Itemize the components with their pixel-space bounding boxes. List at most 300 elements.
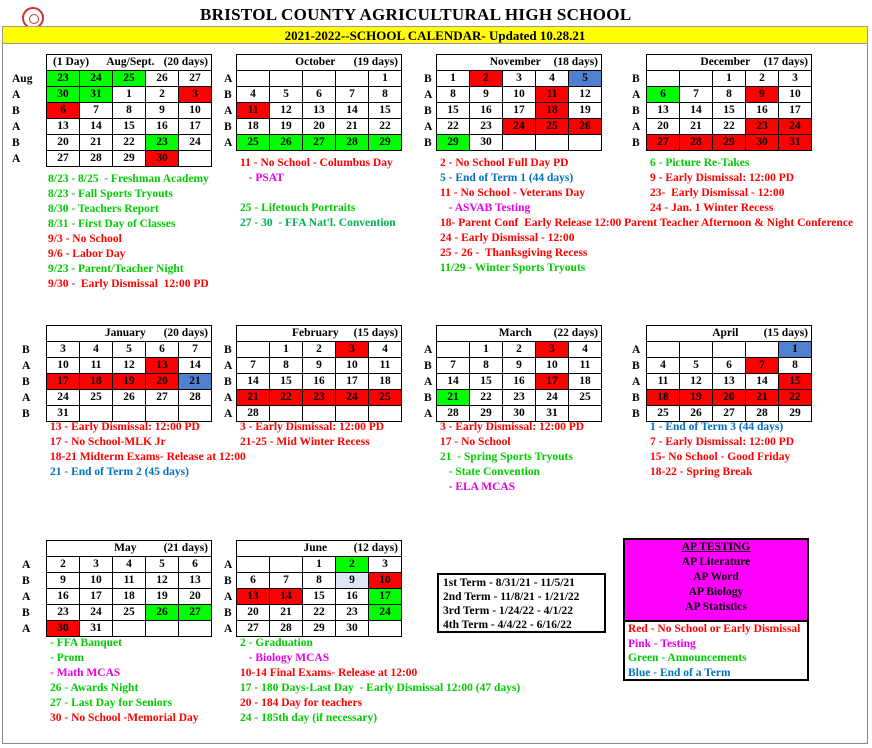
- rotation-day-label: A: [424, 89, 433, 101]
- day-cell: 2: [303, 342, 336, 358]
- rotation-day-label: A: [224, 408, 233, 420]
- calendar-note: 24 - Jan. 1 Winter Recess: [650, 202, 774, 214]
- week-row: [47, 374, 212, 390]
- rotation-day-label: B: [424, 360, 432, 372]
- day-cell: 25: [237, 135, 270, 151]
- day-cell: 2: [470, 71, 503, 87]
- month-name: June: [303, 542, 328, 554]
- day-cell: 10: [536, 358, 569, 374]
- calendar-note: 5 - End of Term 1 (44 days): [440, 172, 574, 184]
- month-calendar-jun: [236, 540, 402, 637]
- month-school-days: (20 days): [163, 56, 208, 68]
- calendar-note: 27 - 30 - FFA Nat'l. Convention: [240, 217, 396, 229]
- term-line: 2nd Term - 11/8/21 - 1/21/22: [443, 591, 580, 603]
- day-cell: 24: [779, 119, 812, 135]
- rotation-day-label: B: [22, 575, 30, 587]
- day-cell: 1: [437, 71, 470, 87]
- calendar-note: 9/6 - Labor Day: [48, 248, 126, 260]
- color-legend: [623, 620, 809, 681]
- day-cell: 5: [680, 358, 713, 374]
- day-cell: 11: [369, 358, 402, 374]
- calendar-note: 24 - Early Dismissal - 12:00: [440, 232, 575, 244]
- rotation-day-label: B: [632, 360, 640, 372]
- day-cell: 23: [47, 71, 80, 87]
- day-cell: 3: [179, 87, 212, 103]
- rotation-day-labels: [424, 71, 432, 151]
- day-cell: 21: [237, 390, 270, 406]
- calendar-note: - PSAT: [240, 172, 284, 184]
- page-title: BRISTOL COUNTY AGRICULTURAL HIGH SCHOOL: [200, 5, 632, 24]
- week-row: [237, 119, 402, 135]
- day-cell: 21: [80, 135, 113, 151]
- rotation-day-label: A: [224, 73, 233, 85]
- day-cell: 18: [569, 374, 602, 390]
- calendar-note: - ELA MCAS: [440, 481, 516, 493]
- title-row: [0, 3, 872, 25]
- day-cell: 18: [536, 103, 569, 119]
- day-cell: 29: [437, 135, 470, 151]
- day-cell: 3: [47, 342, 80, 358]
- empty-day-cell: [437, 342, 470, 358]
- day-cell: 1: [713, 71, 746, 87]
- calendar-note: 21 - End of Term 2 (45 days): [50, 466, 189, 478]
- ap-item: AP Literature: [681, 556, 751, 568]
- rotation-day-label: B: [632, 73, 640, 85]
- calendar-note: 7 - Early Dismissal: 12:00 PD: [650, 436, 795, 448]
- calendar-note: 15- No School - Good Friday: [650, 451, 791, 463]
- week-row: [237, 390, 402, 406]
- day-cell: 4: [569, 342, 602, 358]
- day-cell: 30: [503, 406, 536, 422]
- day-cell: 31: [779, 135, 812, 151]
- day-cell: 27: [146, 390, 179, 406]
- term-line: 1st Term - 8/31/21 - 11/5/21: [443, 577, 575, 589]
- month-calendar-augsep: [46, 54, 212, 167]
- legend-item: Red - No School or Early Dismissal: [628, 623, 801, 635]
- day-cell: 6: [146, 342, 179, 358]
- week-row: [437, 390, 602, 406]
- day-cell: 1: [270, 342, 303, 358]
- day-cell: 4: [647, 358, 680, 374]
- month-school-days: (15 days): [353, 327, 398, 339]
- empty-day-cell: [113, 621, 146, 637]
- calendar-banner: 2021-2022--SCHOOL CALENDAR- Updated 10.28.21: [2, 26, 868, 44]
- day-cell: 7: [237, 358, 270, 374]
- rotation-day-label: B: [424, 73, 432, 85]
- day-cell: 25: [113, 71, 146, 87]
- empty-day-cell: [680, 342, 713, 358]
- day-cell: 4: [80, 342, 113, 358]
- rotation-day-label: A: [224, 559, 233, 571]
- week-row: [47, 87, 212, 103]
- day-cell: 14: [336, 103, 369, 119]
- day-cell: 3: [80, 557, 113, 573]
- day-cell: 5: [146, 557, 179, 573]
- day-cell: 28: [179, 390, 212, 406]
- day-cell: 28: [336, 135, 369, 151]
- day-cell: 20: [647, 119, 680, 135]
- day-cell: 20: [303, 119, 336, 135]
- day-cell: 17: [47, 374, 80, 390]
- rotation-day-label: A: [22, 591, 31, 603]
- day-cell: 5: [569, 71, 602, 87]
- day-cell: 21: [336, 119, 369, 135]
- day-cell: 19: [270, 119, 303, 135]
- day-cell: 6: [303, 87, 336, 103]
- calendar-note: 30 - No School -Memorial Day: [50, 712, 199, 724]
- day-cell: 8: [113, 103, 146, 119]
- day-cell: 9: [303, 358, 336, 374]
- day-cell: 14: [746, 374, 779, 390]
- month-calendar-nov: [436, 54, 602, 151]
- day-cell: 28: [437, 406, 470, 422]
- day-cell: 1: [470, 342, 503, 358]
- week-row: [47, 390, 212, 406]
- week-row: [237, 87, 402, 103]
- day-cell: 14: [237, 374, 270, 390]
- empty-day-cell: [503, 135, 536, 151]
- rotation-day-label: A: [224, 360, 233, 372]
- week-row: [237, 374, 402, 390]
- day-cell: 6: [237, 573, 270, 589]
- day-cell: 20: [179, 589, 212, 605]
- month-name: March: [498, 327, 532, 339]
- day-cell: 23: [746, 119, 779, 135]
- rotation-day-label: B: [12, 105, 20, 117]
- day-cell: 26: [569, 119, 602, 135]
- day-cell: 12: [146, 573, 179, 589]
- calendar-note: 17 - No School-MLK Jr: [50, 436, 166, 448]
- week-row: [237, 557, 402, 573]
- day-cell: 10: [179, 103, 212, 119]
- empty-day-cell: [179, 621, 212, 637]
- month-school-days: (17 days): [763, 56, 808, 68]
- month-notes-augsep: [48, 172, 209, 292]
- day-cell: 15: [470, 374, 503, 390]
- day-cell: 2: [336, 557, 369, 573]
- week-row: [47, 103, 212, 119]
- month-day-count-note: (1 Day): [53, 56, 90, 68]
- day-cell: 27: [179, 605, 212, 621]
- rotation-day-label: A: [632, 121, 641, 133]
- day-cell: 15: [270, 374, 303, 390]
- rotation-day-label: A: [424, 408, 433, 420]
- calendar-note: 24 - 185th day (if necessary): [240, 712, 378, 724]
- day-cell: 29: [713, 135, 746, 151]
- day-cell: 21: [179, 374, 212, 390]
- month-notes-oct: [240, 156, 396, 231]
- day-cell: 22: [437, 119, 470, 135]
- calendar-note: [240, 186, 396, 201]
- month-name: November: [489, 56, 541, 68]
- term-line: 4th Term - 4/4/22 - 6/16/22: [443, 619, 572, 631]
- day-cell: 11: [569, 358, 602, 374]
- week-row: [647, 119, 812, 135]
- calendar-note: 8/23 - 8/25 - Freshman Academy: [48, 173, 209, 185]
- day-cell: 28: [680, 135, 713, 151]
- day-cell: 20: [146, 374, 179, 390]
- day-cell: 22: [270, 390, 303, 406]
- day-cell: 9: [503, 358, 536, 374]
- day-cell: 10: [779, 87, 812, 103]
- day-cell: 13: [647, 103, 680, 119]
- day-cell: 2: [47, 557, 80, 573]
- calendar-note: 27 - Last Day for Seniors: [50, 697, 173, 709]
- day-cell: 29: [779, 406, 812, 422]
- day-cell: 15: [713, 103, 746, 119]
- rotation-day-label: B: [224, 607, 232, 619]
- week-row: [647, 71, 812, 87]
- day-cell: 17: [179, 119, 212, 135]
- week-row: [437, 135, 602, 151]
- rotation-day-label: A: [632, 344, 641, 356]
- month-header: [47, 541, 212, 557]
- calendar-note: 3 - Early Dismissal: 12:00 PD: [440, 421, 585, 433]
- week-row: [237, 605, 402, 621]
- day-cell: 28: [80, 151, 113, 167]
- day-cell: 4: [237, 87, 270, 103]
- day-cell: 29: [113, 151, 146, 167]
- day-cell: 23: [146, 135, 179, 151]
- day-cell: 13: [713, 374, 746, 390]
- month-name: Aug/Sept.: [106, 56, 155, 68]
- rotation-day-label: A: [632, 89, 641, 101]
- week-row: [647, 87, 812, 103]
- day-cell: 31: [536, 406, 569, 422]
- day-cell: 10: [369, 573, 402, 589]
- rotation-day-label: B: [424, 105, 432, 117]
- month-notes-may: [50, 636, 199, 726]
- day-cell: 7: [680, 87, 713, 103]
- day-cell: 8: [303, 573, 336, 589]
- day-cell: 27: [713, 406, 746, 422]
- day-cell: 22: [369, 119, 402, 135]
- calendar-note: 11 - No School - Veterans Day: [440, 187, 586, 199]
- calendar-note: 21 - Spring Sports Tryouts: [440, 451, 573, 463]
- month-notes-jun: [240, 636, 520, 726]
- day-cell: 24: [536, 390, 569, 406]
- calendar-note: 11 - No School - Columbus Day: [240, 157, 393, 169]
- day-cell: 30: [146, 151, 179, 167]
- rotation-day-label: Aug: [12, 73, 33, 85]
- calendar-note: 11/29 - Winter Sports Tryouts: [440, 262, 586, 274]
- day-cell: 7: [437, 358, 470, 374]
- day-cell: 8: [270, 358, 303, 374]
- month-header: [237, 326, 402, 342]
- day-cell: 12: [270, 103, 303, 119]
- empty-day-cell: [179, 151, 212, 167]
- day-cell: 8: [437, 87, 470, 103]
- rotation-day-label: B: [12, 137, 20, 149]
- rotation-day-label: B: [424, 392, 432, 404]
- calendar-note: 18-22 - Spring Break: [650, 466, 753, 478]
- empty-day-cell: [237, 342, 270, 358]
- calendar-note: 20 - 184 Day for teachers: [240, 697, 363, 709]
- legend-item: Green - Announcements: [628, 652, 747, 664]
- rotation-day-labels: [22, 557, 30, 637]
- month-header: [437, 55, 602, 71]
- rotation-day-label: B: [632, 105, 640, 117]
- rotation-day-labels: [224, 342, 232, 422]
- day-cell: 27: [303, 135, 336, 151]
- empty-day-cell: [237, 557, 270, 573]
- month-name: May: [114, 542, 137, 554]
- empty-day-cell: [536, 135, 569, 151]
- empty-day-cell: [647, 71, 680, 87]
- month-school-days: (12 days): [353, 542, 398, 554]
- rotation-day-label: B: [22, 376, 30, 388]
- rotation-day-label: B: [632, 408, 640, 420]
- day-cell: 24: [503, 119, 536, 135]
- day-cell: 11: [536, 87, 569, 103]
- day-cell: 24: [336, 390, 369, 406]
- month-notes-feb: [240, 420, 384, 450]
- day-cell: 25: [369, 390, 402, 406]
- month-header: [47, 326, 212, 342]
- day-cell: 31: [80, 621, 113, 637]
- week-row: [647, 103, 812, 119]
- day-cell: 16: [470, 103, 503, 119]
- month-header: [237, 541, 402, 557]
- rotation-day-label: A: [632, 376, 641, 388]
- day-cell: 13: [146, 358, 179, 374]
- day-cell: 22: [470, 390, 503, 406]
- ap-item: AP Word: [693, 571, 739, 583]
- rotation-day-label: A: [12, 89, 21, 101]
- week-row: [47, 573, 212, 589]
- calendar-note: 25 - Lifetouch Portraits: [240, 202, 356, 214]
- day-cell: 14: [270, 589, 303, 605]
- month-notes-apr: [650, 420, 794, 480]
- week-row: [647, 135, 812, 151]
- day-cell: 30: [336, 621, 369, 637]
- calendar-note: 25 - 26 - Thanksgiving Recess: [440, 247, 588, 259]
- month-school-days: (19 days): [353, 56, 398, 68]
- day-cell: 16: [503, 374, 536, 390]
- rotation-day-label: B: [632, 392, 640, 404]
- day-cell: 16: [303, 374, 336, 390]
- rotation-day-label: A: [224, 623, 233, 635]
- rotation-day-labels: [224, 71, 232, 151]
- day-cell: 9: [146, 103, 179, 119]
- rotation-day-labels: [632, 71, 640, 151]
- day-cell: 19: [680, 390, 713, 406]
- week-row: [437, 358, 602, 374]
- month-notes-jan: [50, 420, 246, 480]
- calendar-note: 9/23 - Parent/Teacher Night: [48, 263, 184, 275]
- day-cell: 16: [746, 103, 779, 119]
- day-cell: 17: [779, 103, 812, 119]
- rotation-day-label: A: [224, 105, 233, 117]
- day-cell: 16: [336, 589, 369, 605]
- month-notes-mar: [440, 420, 584, 495]
- day-cell: 8: [369, 87, 402, 103]
- day-cell: 6: [47, 103, 80, 119]
- week-row: [47, 557, 212, 573]
- rotation-day-label: B: [224, 376, 232, 388]
- day-cell: 13: [179, 573, 212, 589]
- day-cell: 4: [536, 71, 569, 87]
- calendar-note: 2 - Graduation: [240, 637, 313, 649]
- day-cell: 14: [437, 374, 470, 390]
- rotation-day-label: A: [424, 344, 433, 356]
- day-cell: 8: [713, 87, 746, 103]
- day-cell: 21: [746, 390, 779, 406]
- day-cell: 30: [746, 135, 779, 151]
- day-cell: 12: [113, 358, 146, 374]
- week-row: [47, 135, 212, 151]
- day-cell: 23: [336, 605, 369, 621]
- empty-day-cell: [270, 71, 303, 87]
- day-cell: 1: [303, 557, 336, 573]
- calendar-note: 10-14 Final Exams- Release at 12:00: [240, 667, 418, 679]
- month-calendar-apr: [646, 325, 812, 422]
- term-dates-box: [437, 573, 606, 633]
- month-header: [437, 326, 602, 342]
- day-cell: 8: [779, 358, 812, 374]
- day-cell: 26: [680, 406, 713, 422]
- day-cell: 21: [680, 119, 713, 135]
- rotation-day-label: A: [22, 392, 31, 404]
- rotation-day-labels: [632, 342, 640, 422]
- day-cell: 1: [369, 71, 402, 87]
- day-cell: 23: [47, 605, 80, 621]
- day-cell: 3: [503, 71, 536, 87]
- day-cell: 3: [536, 342, 569, 358]
- day-cell: 25: [80, 390, 113, 406]
- day-cell: 13: [47, 119, 80, 135]
- calendar-note: 18-21 Midterm Exams- Release at 12:00: [50, 451, 246, 463]
- day-cell: 7: [336, 87, 369, 103]
- ap-item: AP Statistics: [685, 601, 747, 613]
- month-header: [47, 55, 212, 71]
- week-row: [237, 358, 402, 374]
- day-cell: 2: [146, 87, 179, 103]
- day-cell: 7: [179, 342, 212, 358]
- day-cell: 9: [47, 573, 80, 589]
- rotation-day-label: A: [22, 559, 31, 571]
- month-calendar-jan: [46, 325, 212, 422]
- day-cell: 23: [503, 390, 536, 406]
- month-school-days: (15 days): [763, 327, 808, 339]
- empty-day-cell: [270, 557, 303, 573]
- day-cell: 10: [503, 87, 536, 103]
- term-line: 3rd Term - 1/24/22 - 4/1/22: [443, 605, 574, 617]
- day-cell: 9: [470, 87, 503, 103]
- rotation-day-label: B: [224, 344, 232, 356]
- empty-day-cell: [647, 342, 680, 358]
- day-cell: 24: [80, 605, 113, 621]
- day-cell: 28: [237, 406, 270, 422]
- week-row: [237, 135, 402, 151]
- week-row: [237, 342, 402, 358]
- calendar-note: 18- Parent Conf Early Release 12:00 Parent Teacher Afternoon & Night Conference: [440, 217, 854, 229]
- month-header: [647, 55, 812, 71]
- day-cell: 23: [303, 390, 336, 406]
- rotation-day-label: B: [22, 408, 30, 420]
- month-calendar-dec: [646, 54, 812, 151]
- day-cell: 25: [113, 605, 146, 621]
- day-cell: 15: [303, 589, 336, 605]
- empty-day-cell: [713, 342, 746, 358]
- calendar-note: - Biology MCAS: [240, 652, 330, 664]
- week-row: [437, 71, 602, 87]
- day-cell: 2: [746, 71, 779, 87]
- day-cell: 27: [179, 71, 212, 87]
- week-row: [437, 374, 602, 390]
- calendar-note: 17 - No School: [440, 436, 511, 448]
- calendar-note: 13 - Early Dismissal: 12:00 PD: [50, 421, 200, 433]
